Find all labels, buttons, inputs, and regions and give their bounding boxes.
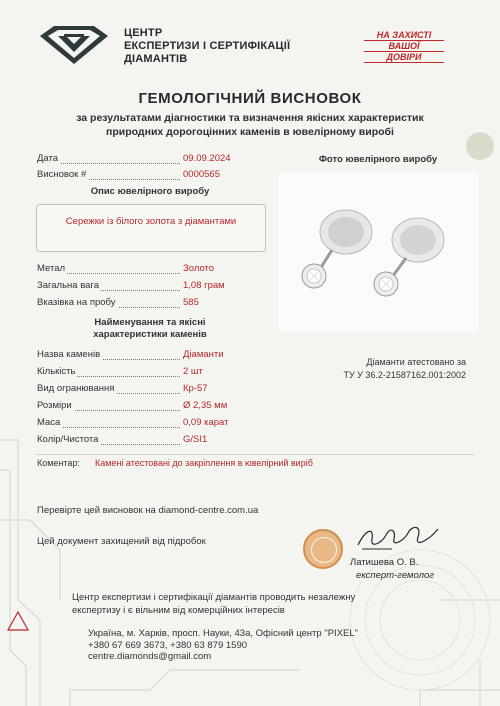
- subtitle-line1: за результатами діагностики та визначення якісних характеристик: [76, 112, 424, 124]
- trust-stamp: [364, 30, 444, 63]
- number-value: 0000565: [183, 169, 220, 180]
- date-label: Дата: [37, 153, 59, 164]
- stamp-line3: ДОВІРИ: [364, 52, 444, 63]
- seal-inner-ring: [311, 537, 337, 563]
- cut-value: Кр-57: [183, 383, 208, 394]
- photo-caption: Фото ювелірного виробу: [318, 154, 438, 165]
- color-clarity-label: Колір/Чистота: [37, 434, 99, 445]
- metal-label: Метал: [37, 263, 66, 274]
- item-description-box: [36, 204, 266, 252]
- quantity-label: Кількість: [37, 366, 76, 377]
- stone-name-value: Діаманти: [183, 349, 224, 360]
- earrings-photo: [278, 172, 478, 332]
- document-title: ГЕМОЛОГІЧНИЙ ВИСНОВОК: [138, 90, 362, 107]
- item-description: Сережки із білого золота з діамантами: [65, 216, 237, 227]
- note-line1: Центр експертизи і сертифікації діамантів проводить незалежну: [72, 592, 356, 603]
- size-value: Ø 2,35 мм: [183, 400, 228, 411]
- date-value: 09.09.2024: [183, 153, 231, 164]
- comment-value: Камені атестовані до закріплення в ювелірний виріб: [95, 458, 313, 468]
- org-name-line3: ДІАМАНТІВ: [124, 53, 188, 65]
- document-subtitle: [20, 111, 480, 139]
- protection-note: Цей документ захищений від підробок: [37, 536, 206, 547]
- hallmark-value: 585: [183, 297, 199, 308]
- contact-address: Україна, м. Харків, просп. Науки, 43а, Офісний центр "PIXEL": [88, 628, 359, 639]
- org-name-line2: ЕКСПЕРТИЗИ І СЕРТИФІКАЦІЇ: [124, 40, 291, 52]
- hallmark-label: Вказівка на пробу: [37, 297, 116, 308]
- attest-line2: ТУ У 36.2-21587162.001:2002: [343, 370, 466, 380]
- note-line2: експертизу і є вільним від комерційних інтересів: [72, 605, 285, 616]
- stamp-line1: НА ЗАХИСТІ: [364, 30, 444, 41]
- signer-title: експерт-гемолог: [356, 570, 434, 581]
- comment-label: Коментар:: [37, 458, 80, 468]
- mass-value: 0,09 карат: [183, 417, 229, 428]
- contact-phones: +380 67 669 3673, +380 63 879 1590: [88, 639, 248, 651]
- number-label: Висновок #: [37, 169, 87, 180]
- diamond-logo-icon: [34, 22, 114, 66]
- verify-text: Перевірте цей висновок на: [37, 505, 156, 516]
- signer-name: Латишева О. В.: [350, 557, 419, 568]
- metal-value: Золото: [183, 263, 215, 274]
- stones-section-title: [36, 317, 264, 341]
- contact-email[interactable]: centre.diamonds@gmail.com: [88, 651, 212, 662]
- weight-value: 1,08 грам: [183, 280, 225, 291]
- verify-line: [37, 505, 258, 516]
- seal-icon: [303, 529, 343, 569]
- item-section-title: Опис ювелірного виробу: [90, 186, 210, 197]
- organization-name: [124, 27, 290, 66]
- stone-name-label: Назва каменів: [37, 349, 101, 360]
- contact-block: [88, 628, 358, 663]
- stones-section-line1: Найменування та якісні: [94, 317, 206, 328]
- stones-section-line2: характеристики каменів: [93, 329, 207, 340]
- size-label: Розміри: [37, 400, 72, 411]
- signature-icon: [352, 519, 442, 555]
- attest-line1: Діаманти атестовано за: [366, 357, 466, 367]
- divider: [36, 454, 474, 455]
- weight-label: Загальна вага: [37, 280, 99, 291]
- independence-note: [72, 591, 432, 617]
- quantity-value: 2 шт: [183, 366, 203, 377]
- color-clarity-value: G/SI1: [183, 434, 208, 445]
- org-name-line1: ЦЕНТР: [124, 27, 163, 39]
- verify-site-link[interactable]: diamond-centre.com.ua: [158, 505, 259, 516]
- cut-label: Вид огранювання: [37, 383, 115, 394]
- attestation-note: [300, 356, 466, 382]
- subtitle-line2: природних дорогоцінних каменів в ювелірному виробі: [106, 126, 394, 138]
- stamp-line2: ВАШОЇ: [364, 41, 444, 52]
- mass-label: Маса: [37, 417, 61, 428]
